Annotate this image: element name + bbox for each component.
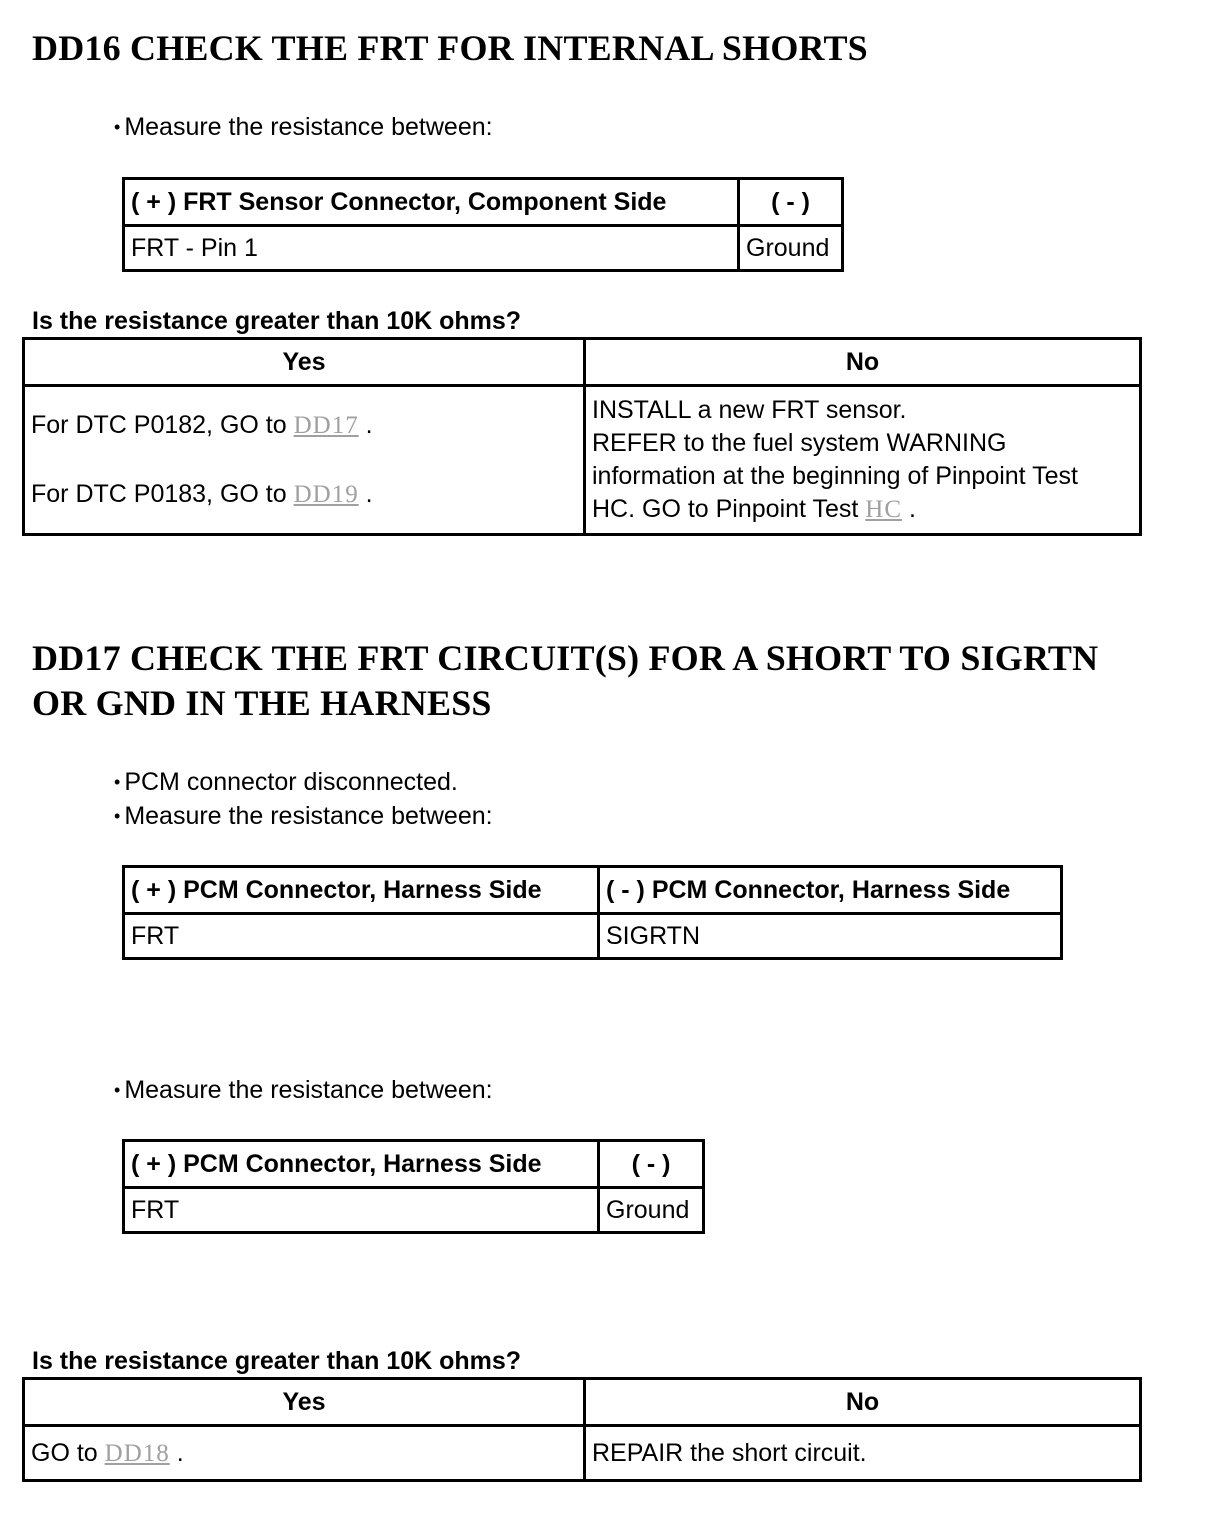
dd16-yes-cell bbox=[24, 386, 585, 535]
dd17-link[interactable]: DD17 bbox=[293, 412, 359, 439]
period: . bbox=[365, 480, 373, 508]
dd16-no-cell bbox=[585, 386, 1141, 535]
dd17-bullet-measure: • Measure the resistance between: bbox=[114, 799, 493, 835]
dd17-heading-line1: DD17 CHECK THE FRT CIRCUIT(S) FOR A SHORT TO SIGRTN bbox=[32, 638, 1099, 678]
dd17-table1-col1-header: ( + ) PCM Connector, Harness Side bbox=[124, 867, 599, 914]
dd16-table-col1-value: FRT - Pin 1 bbox=[124, 226, 739, 271]
dd16-yes-line2-text: For DTC P0183, GO to bbox=[31, 480, 287, 508]
dd17-table2-col2-header: ( - ) bbox=[599, 1141, 704, 1188]
dd16-no-line4-text: HC. GO to Pinpoint Test bbox=[592, 495, 859, 523]
dd17-question: Is the resistance greater than 10K ohms? bbox=[32, 1347, 522, 1375]
period: . bbox=[908, 495, 916, 523]
dd17-yes-header: Yes bbox=[24, 1379, 585, 1426]
dd17-yes-text: GO to bbox=[31, 1438, 98, 1467]
dd16-table-col2-value: Ground bbox=[739, 226, 843, 271]
dd16-no-line1: INSTALL a new FRT sensor. bbox=[592, 396, 907, 424]
dd16-no-line2: REFER to the fuel system WARNING bbox=[592, 429, 1007, 457]
dd16-bullet-measure: • Measure the resistance between: bbox=[114, 110, 493, 146]
dd17-table2-col2-value: Ground bbox=[599, 1188, 704, 1233]
dd17-bullet-measure-2: • Measure the resistance between: bbox=[114, 1073, 493, 1109]
dd17-table2-col1-header: ( + ) PCM Connector, Harness Side bbox=[124, 1141, 599, 1188]
dd17-measure-table-1 bbox=[122, 865, 1063, 960]
dd17-table1-col1-value: FRT bbox=[124, 914, 599, 959]
dd19-link[interactable]: DD19 bbox=[293, 481, 359, 508]
dd16-yes-line1-text: For DTC P0182, GO to bbox=[31, 411, 287, 439]
dd17-measure-table-2 bbox=[122, 1139, 705, 1234]
dd17-table2-col1-value: FRT bbox=[124, 1188, 599, 1233]
period: . bbox=[365, 411, 373, 439]
dd16-result-table bbox=[22, 337, 1142, 536]
dd16-measure-table bbox=[122, 177, 844, 272]
dd17-bullet-pcm-disconnected: • PCM connector disconnected. bbox=[114, 765, 458, 801]
dd17-yes-cell bbox=[24, 1426, 585, 1481]
dd16-no-line3: information at the beginning of Pinpoint Test bbox=[592, 462, 1078, 490]
dd17-no-cell: REPAIR the short circuit. bbox=[585, 1426, 1141, 1481]
dd17-table1-col2-header: ( - ) PCM Connector, Harness Side bbox=[599, 867, 1062, 914]
dd16-heading: DD16 CHECK THE FRT FOR INTERNAL SHORTS bbox=[32, 28, 868, 68]
dd16-table-col2-header: ( - ) bbox=[739, 179, 843, 226]
dd18-link[interactable]: DD18 bbox=[104, 1439, 170, 1467]
dd17-table1-col2-value: SIGRTN bbox=[599, 914, 1062, 959]
period: . bbox=[176, 1438, 184, 1467]
dd16-question: Is the resistance greater than 10K ohms? bbox=[32, 307, 522, 335]
dd17-no-header: No bbox=[585, 1379, 1141, 1426]
dd17-heading-line2: OR GND IN THE HARNESS bbox=[32, 683, 492, 723]
hc-link[interactable]: HC bbox=[865, 496, 903, 523]
dd17-result-table bbox=[22, 1377, 1142, 1482]
dd16-table-col1-header: ( + ) FRT Sensor Connector, Component Side bbox=[124, 179, 739, 226]
dd16-no-header: No bbox=[585, 339, 1141, 386]
dd16-yes-header: Yes bbox=[24, 339, 585, 386]
